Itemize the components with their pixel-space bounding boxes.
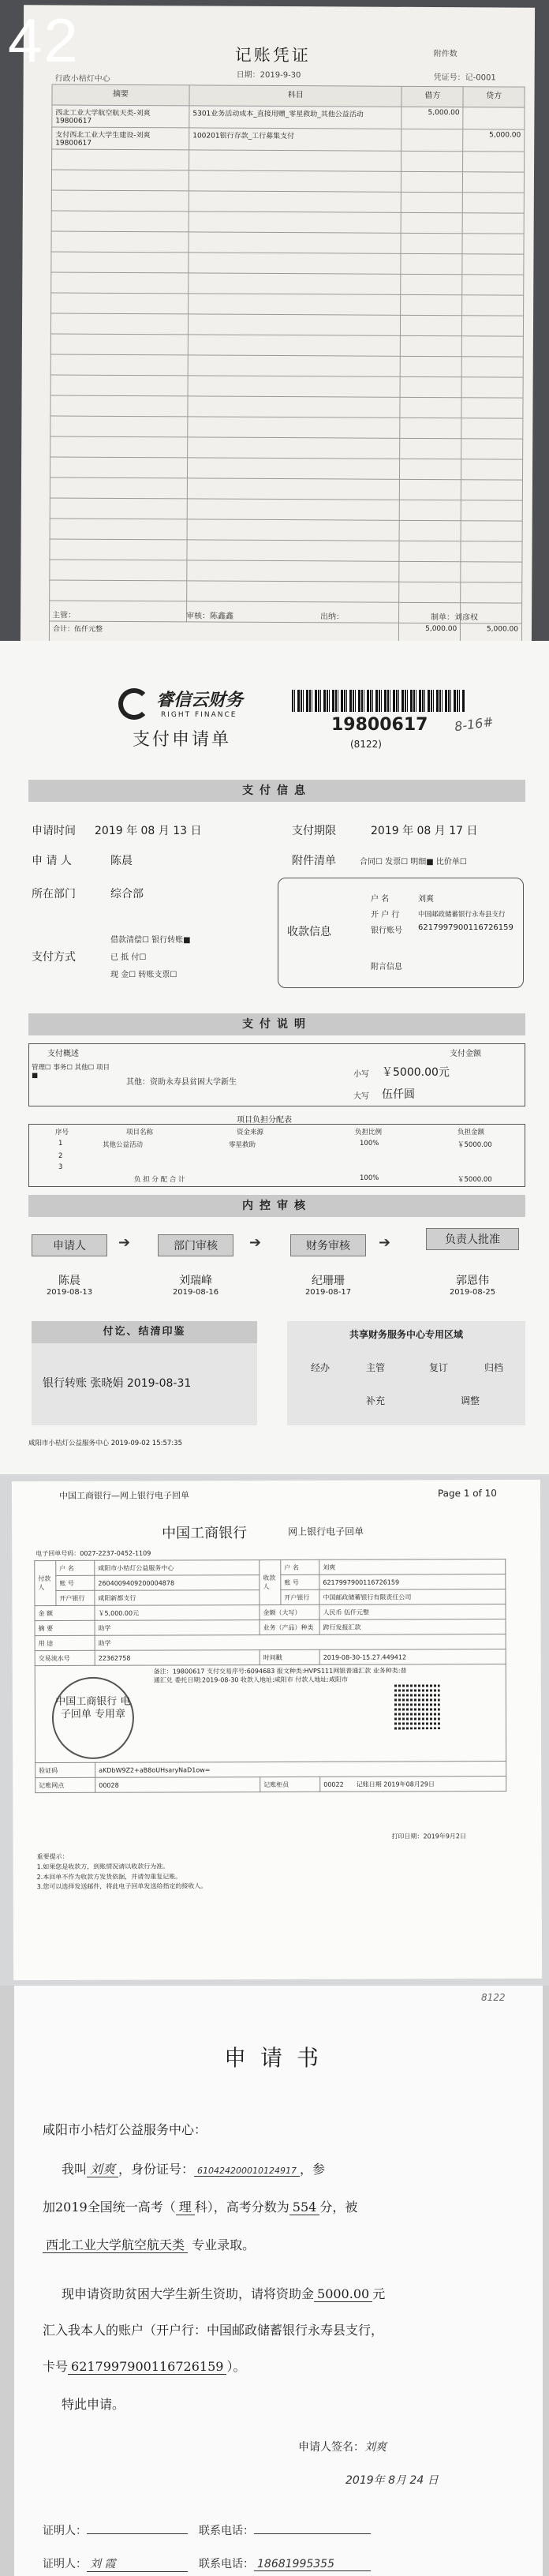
row-summary: 支付西北工业大学生建设-刘爽 19800617: [52, 127, 189, 150]
pay-method-label: 支付方式: [32, 951, 76, 964]
table-row: [35, 1619, 506, 1635]
closing: 特此申请。: [62, 2397, 125, 2412]
amount-upper: 人民币 伍仟元整: [319, 1604, 506, 1619]
verify: aKDbW9Z2+aB8oUHsaryNaD1ow=: [95, 1761, 506, 1777]
letter-title: 申请书: [223, 2045, 333, 2071]
payment-request-sheet: [0, 641, 549, 1474]
receipt-table: [34, 1559, 506, 1793]
account-label: 账 号: [281, 1574, 319, 1589]
table-row-empty: [50, 334, 523, 357]
pay-deadline-label: 支付期限: [292, 825, 336, 837]
total-credit: 5,000.00: [461, 623, 522, 641]
payee-name: 刘爽: [319, 1559, 506, 1574]
settlement-seal-box: [32, 1321, 257, 1425]
voucher-title: 记账凭证: [234, 45, 311, 66]
total-label: 合计：伍仟元整: [49, 621, 399, 641]
footer-auditor: 审核：陈鑫鑫: [186, 612, 234, 621]
bottom-note: 咸阳市小桔灯公益服务中心 2019-09-02 15:57:35: [28, 1440, 182, 1447]
alloc-row-no: 2: [58, 1152, 63, 1160]
alloc-title: 项目负担分配表: [237, 1116, 292, 1125]
pay-method-1: 借款清偿☐ 银行转账■: [110, 936, 191, 945]
table-row-empty: [51, 190, 524, 213]
payer-bank: 咸阳新都支行: [95, 1590, 260, 1606]
row-debit: [401, 129, 463, 151]
bank-seal: 中国工商银行 电子回单 专用章: [52, 1677, 134, 1759]
teller-label: 记账柜员: [260, 1777, 320, 1792]
payee-name: 刘爽: [418, 895, 434, 904]
payment-request-page: [0, 641, 549, 1474]
company-logo: [118, 687, 243, 719]
bank-name: 中国工商银行: [162, 1525, 248, 1542]
paragraph-line-5: 汇入我本人的账户（开户行：中国邮政储蓄银行永寿县支行，: [43, 2323, 384, 2338]
apply-time: 2019 年 08 月 13 日: [95, 825, 202, 837]
flow-role-applicant: 申请人: [32, 1234, 107, 1256]
arrow-right-icon: ➔: [249, 1234, 262, 1251]
amount: ￥5,000.00元: [95, 1605, 260, 1621]
parent-line: 证明人： 刘 霞 联系电话： 18681995355: [43, 2555, 371, 2572]
unit-label: 行政小桔灯中心: [54, 74, 110, 84]
salutation: 咸阳市小桔灯公益服务中心：: [43, 2122, 207, 2137]
paragraph-line-1: 我叫 刘爽 ，身份证号： 610424200010124917 ，参: [62, 2162, 326, 2177]
attachments-label: 附件数: [433, 50, 458, 59]
payee-name-label: 户 名: [371, 895, 390, 904]
tx-type-label: 业务（产品）种类: [260, 1619, 319, 1634]
arrow-right-icon: ➔: [118, 1234, 131, 1251]
alloc-total-amount: ￥5000.00: [458, 1176, 492, 1184]
desc-text: 其他：资助永寿县贫困大学新生: [126, 1078, 237, 1087]
apply-time-label: 申请时间: [32, 825, 76, 837]
table-row-empty: [50, 436, 523, 459]
purpose-label: 摘 要: [35, 1620, 95, 1635]
table-row-empty: [51, 252, 524, 275]
print-date: 打印日期：2019年9月2日: [391, 1833, 467, 1840]
bank-label: 开户银行: [56, 1590, 95, 1605]
payer-name: 咸阳市小桔灯公益服务中心: [95, 1560, 260, 1576]
table-row: [52, 105, 525, 129]
alloc-col-ratio: 负担比例: [355, 1129, 383, 1136]
arrow-right-icon: ➔: [379, 1234, 391, 1251]
flow-name-head: 郭恩伟 2019-08-25: [449, 1275, 496, 1297]
row-summary: 西北工业大学航空航天类-刘爽 19800617: [52, 105, 189, 128]
payee-bank: 中国邮政储蓄银行永寿县支行: [418, 911, 506, 919]
payer-label: 付款人: [35, 1560, 56, 1605]
alloc-col-source: 资金来源: [237, 1129, 264, 1136]
table-row: [35, 1604, 506, 1620]
bank-receipt-page: [0, 1474, 549, 1986]
amount-upper-label: 金额（大写）: [260, 1604, 319, 1619]
flow-role-finance: 财务审核: [290, 1234, 366, 1256]
paragraph-line-3: 西北工业大学航空航天类 专业录取。: [43, 2235, 255, 2253]
payee-bank: 中国邮政储蓄银行有限责任公司: [319, 1589, 506, 1604]
form-title: 支付申请单: [133, 730, 232, 750]
alloc-col-no: 序号: [55, 1129, 69, 1136]
witness-line: 证明人： 联系电话：: [43, 2522, 371, 2538]
voucher-table: [49, 84, 525, 641]
table-row-empty: [51, 211, 524, 234]
flow-name-applicant: 陈晨 2019-08-13: [46, 1275, 93, 1297]
booking: 00028: [95, 1777, 260, 1793]
applicant: 陈晨: [110, 855, 133, 867]
flow-role-head: 负责人批准: [426, 1228, 519, 1250]
lower-label: 小写: [353, 1070, 369, 1079]
alloc-row-source: 零星救助: [229, 1141, 256, 1149]
payee-label: 收款人: [260, 1559, 281, 1604]
teller-info: 00022 记账日期 2019年08月29日: [320, 1776, 506, 1792]
application-letter-page: [0, 1986, 549, 2576]
section-pay-info: 支付信息: [28, 780, 525, 802]
share-title: 共享财务服务中心专用区域: [349, 1329, 463, 1340]
pay-method-3: 现 金☐ 转账支票☐: [110, 971, 177, 979]
logo-cn: 睿信云财务: [156, 691, 244, 710]
desc-col-amount: 支付金额: [450, 1050, 481, 1058]
time-label: 时间戳: [260, 1649, 319, 1664]
alloc-total-ratio: 100%: [360, 1174, 379, 1182]
share-role: 复订: [429, 1362, 449, 1373]
alloc-row-no: 3: [58, 1163, 63, 1171]
alloc-row-amount: ￥5000.00: [458, 1141, 492, 1149]
signature-line: 申请人签名：刘爽: [298, 2441, 387, 2454]
table-row-empty: [51, 231, 524, 254]
voucher-sheet: [21, 5, 535, 641]
share-role: 补充: [366, 1395, 386, 1406]
page-number: 42: [8, 6, 80, 75]
col-account: 科目: [189, 85, 402, 107]
col-debit: 借方: [401, 86, 463, 107]
alloc-total-label: 负 担 分 配 合 计: [134, 1176, 185, 1184]
bank-label: 开户银行: [281, 1589, 319, 1604]
row-debit: 5,000.00: [401, 107, 463, 129]
dept-label: 所在部门: [32, 888, 76, 900]
memo: 备注：19800617 支付交易序号:6094683 报文种类:HVPS111网银普通汇款 业务种类:普通汇兑 委托日期:2019-08-30 收款人地址:咸阳市 付款人地址:咸阳市: [35, 1664, 506, 1762]
letter-date: 2019年 8月 24 日: [345, 2474, 439, 2487]
table-row-empty: [52, 149, 525, 172]
voucher-page: [0, 0, 549, 641]
page-of: Page 1 of 10: [437, 1488, 497, 1500]
receipt-header: 中国工商银行—网上银行电子回单: [58, 1490, 189, 1501]
section-pay-desc: 支付说明: [28, 1013, 525, 1035]
share-role: 经办: [311, 1362, 331, 1373]
logo-en: RIGHT FINANCE: [161, 711, 237, 719]
footer-cashier: 出纳：: [320, 612, 345, 622]
flow-name-finance: 纪珊珊 2019-08-17: [304, 1275, 352, 1297]
paragraph-line-6: 卡号 6217997900116726159 ）。: [43, 2359, 246, 2374]
table-row: [35, 1761, 506, 1777]
amount-label: 金 额: [35, 1605, 95, 1620]
shared-service-box: [287, 1321, 525, 1425]
doc-name: 网上银行电子回单: [288, 1526, 364, 1537]
table-row-empty: [50, 457, 522, 480]
tx-type: 跨行发报汇款: [319, 1619, 506, 1634]
payer-account: 2604009409200004878: [95, 1575, 260, 1591]
payee-account: 6217997900116726159: [418, 923, 514, 932]
sign-title: 付讫、结清印鉴: [32, 1321, 257, 1343]
account-label: 账 号: [56, 1575, 95, 1590]
footer-supervisor: 主管：: [52, 611, 77, 620]
share-role: 调整: [461, 1395, 480, 1406]
purpose: 助学: [95, 1620, 260, 1636]
applicant-label: 申 请 人: [32, 855, 72, 867]
booking-label: 记账网点: [35, 1777, 95, 1792]
lower-amount: ￥5000.00元: [382, 1066, 450, 1079]
col-summary: 摘要: [52, 84, 189, 106]
application-letter-sheet: [14, 1986, 543, 2576]
notes: 重要提示： 1.如果您是收款方，到账情况请以收款行为准。 2.本回单不作为收款方发货依据，并请勿重复记账。 3.您可以选择发送邮件，将此电子回单发送给指定的接收人。: [36, 1852, 207, 1891]
row-credit: 5,000.00: [463, 129, 525, 152]
alloc-col-name: 项目名称: [126, 1129, 154, 1136]
usage-label: 用 途: [35, 1635, 95, 1650]
serial-sub: (8122): [350, 739, 382, 750]
paragraph-line-2: 加2019全国统一高考（ 理 科），高考分数为 554 分，被: [43, 2200, 358, 2215]
row-account: 100201银行存款_工行募集支付: [189, 128, 402, 151]
table-row-empty: [51, 170, 524, 193]
payee-account-label: 银行账号: [371, 927, 402, 935]
total-debit: 5,000.00: [399, 623, 461, 641]
section-audit: 内控审核: [28, 1195, 525, 1217]
pay-method-2: 已 抵 付☐: [110, 953, 147, 962]
usage: 助学: [95, 1634, 506, 1650]
alloc-row-no: 1: [58, 1140, 63, 1148]
table-row: [35, 1649, 506, 1665]
table-row-empty: [50, 416, 523, 439]
share-role: 主管: [366, 1362, 386, 1373]
table-row-empty: [50, 519, 522, 541]
share-role: 归档: [484, 1362, 504, 1373]
col-credit: 贷方: [463, 87, 525, 107]
total-row: [49, 621, 521, 641]
table-row: [52, 127, 525, 152]
pay-deadline: 2019 年 08 月 17 日: [371, 825, 478, 837]
qr-code-icon: [394, 1683, 440, 1729]
alloc-col-amount: 负担金额: [458, 1129, 485, 1136]
table-row-empty: [50, 498, 522, 521]
corner-note: 8122: [481, 1992, 506, 2003]
name-label: 户 名: [281, 1559, 319, 1574]
table-row-empty: [50, 580, 522, 603]
receipt-no: 电子回单号码：0027-2237-0452-1109: [35, 1549, 151, 1558]
serial: 22362758: [95, 1650, 260, 1666]
table-row-empty: [50, 560, 522, 582]
table-row-empty: [50, 395, 523, 418]
voucher-date: 日期：2019-9-30: [236, 70, 301, 80]
attachments-options: 合同☐ 发票☐ 明细■ 比价单☐: [360, 858, 467, 867]
table-row: [35, 1776, 506, 1792]
alloc-table: [28, 1124, 525, 1187]
dept: 综合部: [110, 888, 144, 900]
paragraph-line-4: 现申请资助贫困大学生新生资助，请将资助金 5000.00 元: [62, 2286, 386, 2301]
payee-label: 收款信息: [287, 926, 331, 938]
barcode-icon: [292, 690, 465, 712]
serial-label: 交易流水号: [35, 1650, 95, 1665]
table-row-empty: [50, 539, 522, 562]
bank-receipt-sheet: [12, 1480, 542, 1980]
voucher-header-row: [52, 84, 525, 107]
sign-stamp: 银行转账 张晓娟 2019-08-31: [43, 1377, 192, 1390]
table-row-empty: [50, 375, 523, 398]
voucher-no: 凭证号：记-0001: [433, 73, 496, 83]
flow-name-dept: 刘瑞峰 2019-08-16: [172, 1275, 219, 1297]
desc-kinds: 管理☐ 事务☐ 其他☐ 项目■: [32, 1064, 110, 1080]
row-account: 5301业务活动成本_直接用赠_零星救助_其他公益活动: [189, 106, 402, 129]
alloc-row-name: 其他公益活动: [103, 1141, 144, 1149]
footer-maker: 制单：刘彦权: [431, 613, 479, 623]
time: 2019-08-30-15.27.449412: [319, 1649, 506, 1664]
table-row: [35, 1634, 506, 1650]
payee-bank-label: 开 户 行: [371, 911, 400, 919]
serial-number: 19800617: [331, 715, 428, 735]
payee-note-label: 附言信息: [371, 963, 402, 972]
upper-amount: 伍仟圆: [382, 1088, 415, 1101]
table-row-empty: [51, 272, 524, 295]
table-row-empty: [50, 313, 523, 336]
table-row-empty: [50, 354, 523, 377]
logo-icon: [118, 688, 150, 720]
row-credit: [463, 107, 525, 129]
table-row-empty: [51, 293, 524, 316]
handwritten-note: 8-16#: [453, 713, 495, 735]
upper-label: 大写: [353, 1092, 369, 1101]
name-label: 户 名: [56, 1560, 95, 1575]
flow-role-dept: 部门审核: [158, 1234, 233, 1256]
attachments-label: 附件清单: [292, 855, 336, 867]
table-row-empty: [50, 477, 522, 500]
desc-col-overview: 支付概述: [47, 1050, 79, 1058]
payee-account: 6217997900116726159: [319, 1574, 506, 1589]
table-row: [35, 1559, 506, 1575]
verify-label: 验证码: [35, 1762, 95, 1777]
alloc-row-ratio: 100%: [360, 1140, 379, 1148]
